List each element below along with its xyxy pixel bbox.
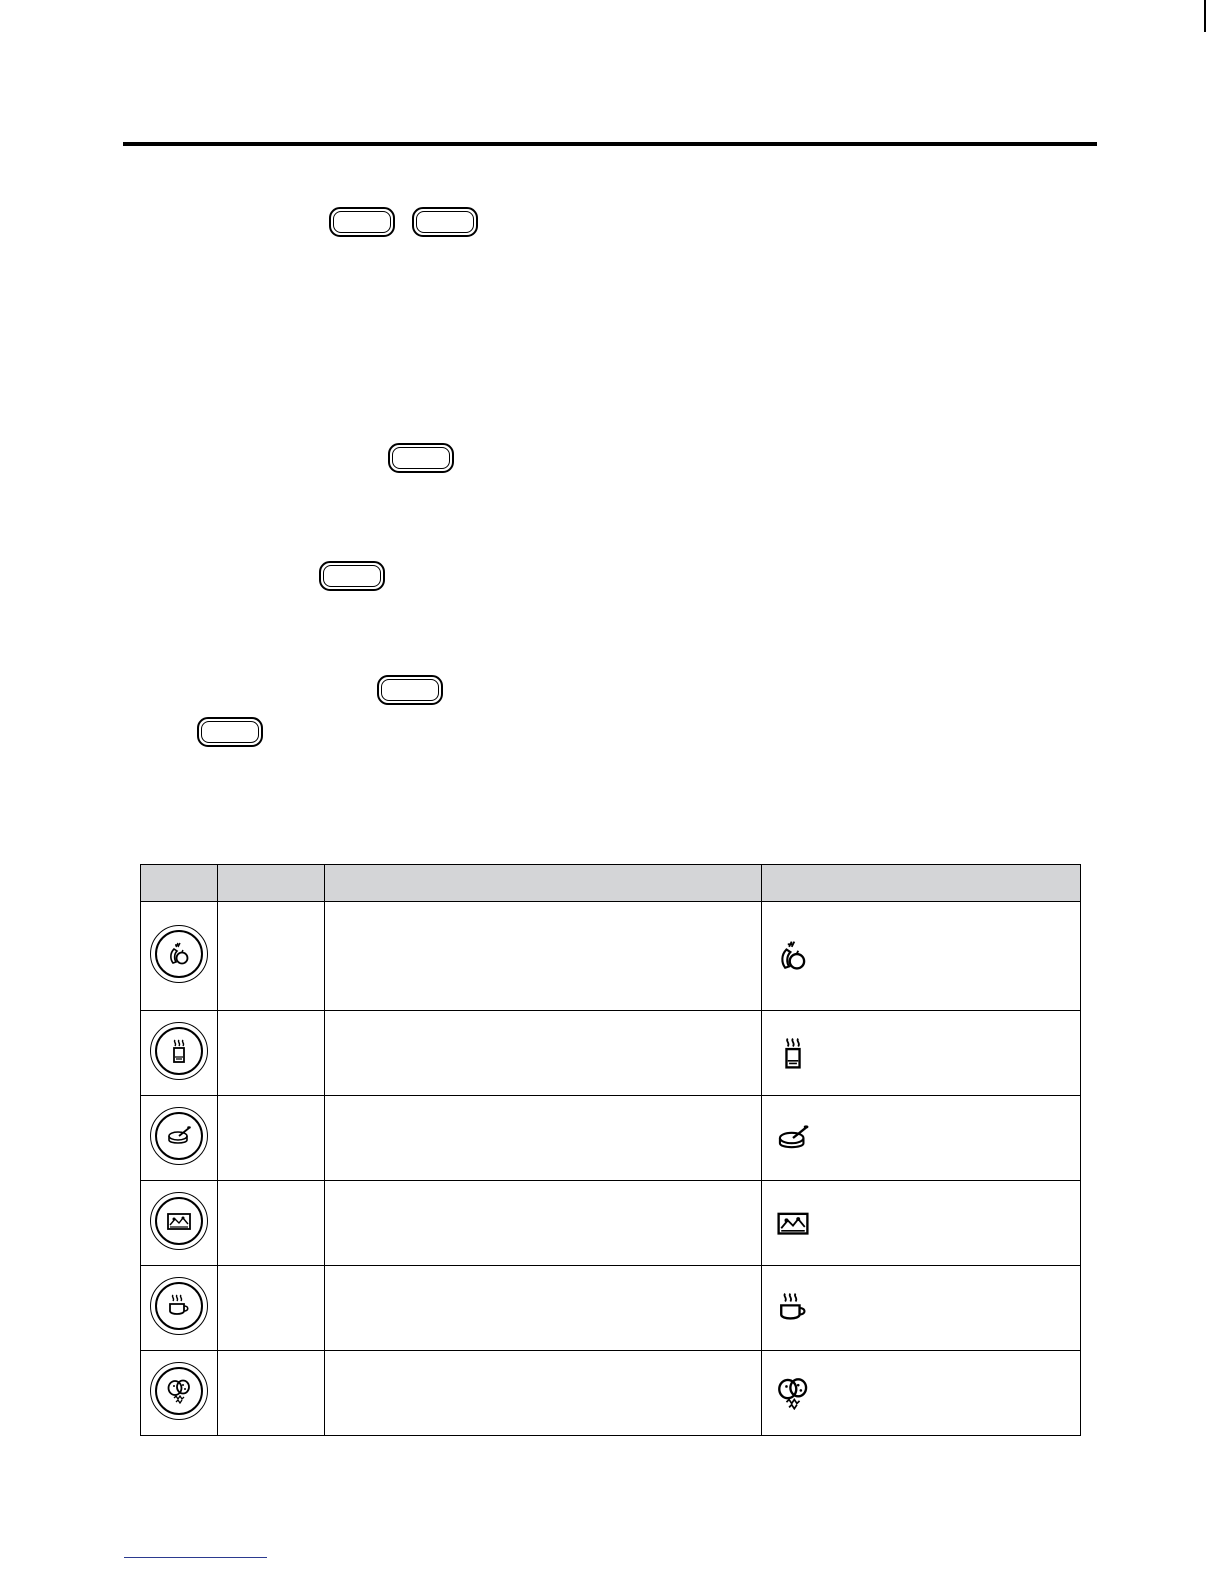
program-display-cell (762, 1266, 1081, 1351)
program-key-cell (141, 1096, 218, 1181)
program-display-cell (762, 1096, 1081, 1181)
program-table (140, 864, 1081, 1436)
header-program (218, 865, 325, 902)
program-description-cell (325, 1011, 762, 1096)
program-key-cell (141, 902, 218, 1011)
beverage-button[interactable] (150, 1022, 208, 1080)
vegetable-button[interactable] (150, 925, 208, 983)
program-key-cell (141, 1351, 218, 1436)
program-description-cell (325, 902, 762, 1011)
program-description-cell (325, 1351, 762, 1436)
table-row (141, 1351, 1081, 1436)
coffee-button[interactable] (150, 1277, 208, 1335)
cake-button[interactable] (150, 1192, 208, 1250)
program-name-cell (218, 1096, 325, 1181)
program-display-cell (762, 1181, 1081, 1266)
potato-icon (776, 1376, 810, 1410)
table-header-row (141, 865, 1081, 902)
beverage-icon (167, 1038, 191, 1064)
beverage-icon (776, 1036, 810, 1070)
header-key (141, 865, 218, 902)
table-row (141, 1096, 1081, 1181)
soup-icon (776, 1121, 810, 1155)
coffee-cup-icon (776, 1291, 810, 1325)
key-e[interactable] (377, 675, 443, 705)
coffee-cup-icon (167, 1293, 191, 1319)
key-c[interactable] (388, 443, 454, 473)
program-key-cell (141, 1266, 218, 1351)
table-row (141, 1011, 1081, 1096)
cake-icon (167, 1208, 191, 1234)
table-row (141, 902, 1081, 1011)
program-name-cell (218, 1351, 325, 1436)
program-name-cell (218, 1011, 325, 1096)
key-b[interactable] (412, 207, 478, 237)
program-description-cell (325, 1181, 762, 1266)
potato-icon (167, 1378, 191, 1404)
soup-button[interactable] (150, 1107, 208, 1165)
program-description-cell (325, 1096, 762, 1181)
program-name-cell (218, 1181, 325, 1266)
key-a[interactable] (329, 207, 395, 237)
cake-icon (776, 1206, 810, 1240)
program-description-cell (325, 1266, 762, 1351)
program-display-cell (762, 1011, 1081, 1096)
header-description (325, 865, 762, 902)
table-row (141, 1181, 1081, 1266)
key-d[interactable] (319, 561, 385, 591)
soup-icon (167, 1123, 191, 1149)
program-name-cell (218, 902, 325, 1011)
potato-button[interactable] (150, 1362, 208, 1420)
key-f[interactable] (197, 717, 263, 747)
header-display (762, 865, 1081, 902)
vegetable-icon (776, 939, 810, 973)
table-row (141, 1266, 1081, 1351)
footer-rule (124, 1557, 267, 1558)
program-key-cell (141, 1011, 218, 1096)
section-rule (123, 142, 1097, 146)
vegetable-icon (167, 941, 191, 967)
program-display-cell (762, 902, 1081, 1011)
program-display-cell (762, 1351, 1081, 1436)
page-edge-mark (1204, 0, 1206, 32)
program-key-cell (141, 1181, 218, 1266)
program-name-cell (218, 1266, 325, 1351)
